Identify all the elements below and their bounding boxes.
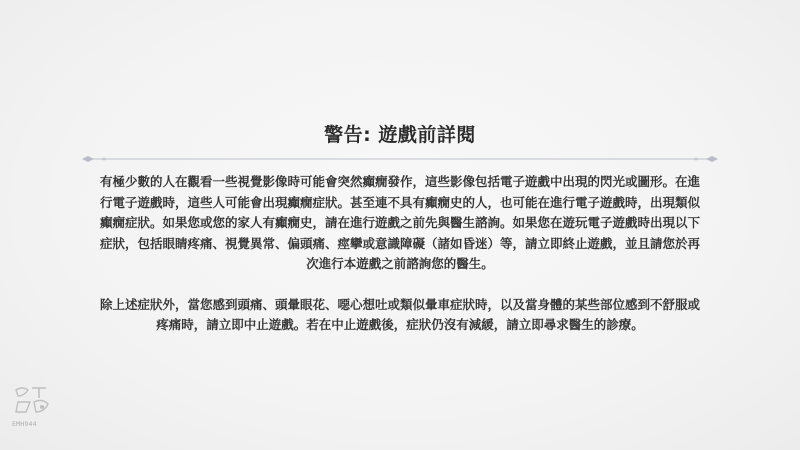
watermark bbox=[12, 384, 56, 436]
warning-paragraph-2: 除上述症狀外，當您感到頭痛、頭暈眼花、噁心想吐或類似暈車症狀時，以及當身體的某些部位感到不舒服或疼痛時，請立即中止遊戲。若在中止遊戲後，症狀仍沒有減緩，請立即尋求醫生的診療。 bbox=[99, 296, 700, 332]
warning-body bbox=[95, 172, 705, 336]
studio-logo-icon bbox=[12, 384, 52, 418]
warning-title: 警告: 遊戲前詳閱 bbox=[324, 124, 476, 146]
warning-paragraph-1: 有極少數的人在觀看一些視覺影像時可能會突然癲癇發作，這些影像包括電子遊戲中出現的閃光或圖形。在進行電子遊戲時，這些人可能會出現癲癇症狀。甚至連不具有癲癇史的人，也可能在進行電子遊戲時，出現類似癲癇症狀。如果您或您的家人有癲癇史，請在進行遊戲之前先與醫生諮詢。如果您在遊玩電子遊戲時出現以下症狀，包括眼睛疼痛、視覺異常、偏頭痛、痙攣或意識障礙（諸如昏迷）等，請立即終止遊戲，並且請您於再次進行本遊戲之前諮詢您的醫生。 bbox=[99, 174, 700, 271]
title-divider bbox=[80, 149, 720, 169]
watermark-id: EMH944 bbox=[12, 420, 37, 428]
